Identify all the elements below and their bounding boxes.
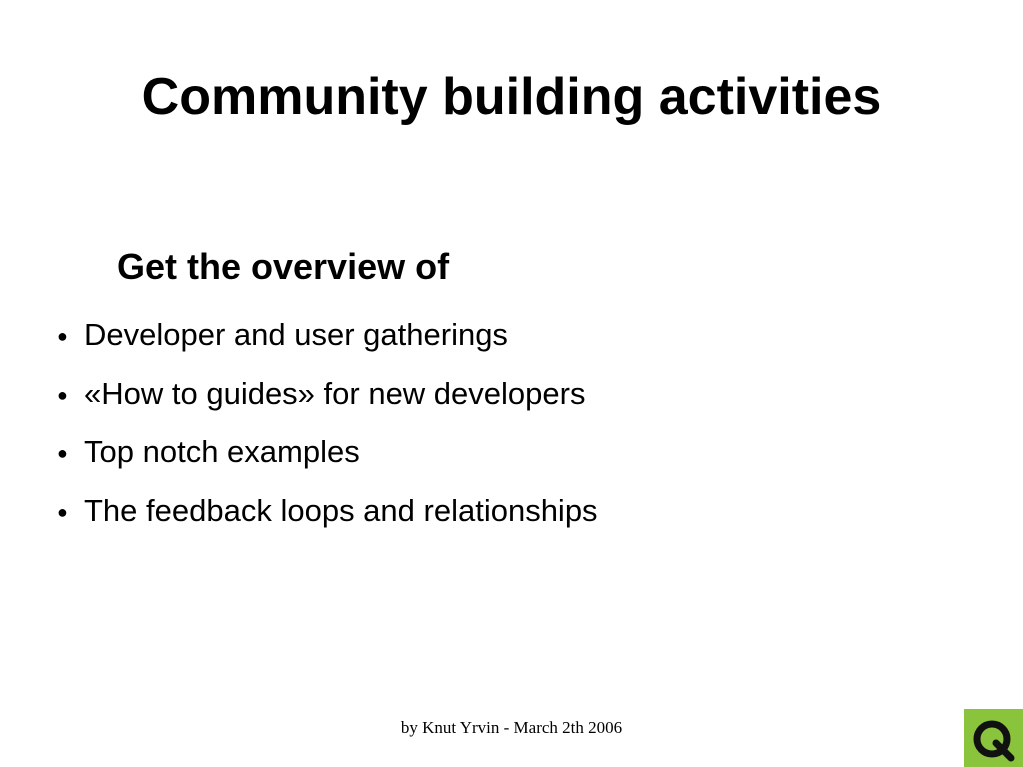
qt-logo-icon xyxy=(964,709,1023,767)
bullet-icon: ● xyxy=(57,501,68,522)
bullet-icon: ● xyxy=(57,384,68,405)
bullet-text: «How to guides» for new developers xyxy=(84,375,586,411)
bullet-text: The feedback loops and relationships xyxy=(84,492,598,528)
bullet-text: Top notch examples xyxy=(84,434,360,469)
slide-subtitle: Get the overview of xyxy=(117,246,450,287)
slide-footer: by Knut Yrvin - March 2th 2006 xyxy=(400,718,623,737)
bullet-text: Developer and user gatherings xyxy=(84,317,508,352)
slide-title: Community building activities xyxy=(141,68,882,126)
bullet-icon: ● xyxy=(57,326,68,346)
bullet-icon: ● xyxy=(57,443,68,463)
